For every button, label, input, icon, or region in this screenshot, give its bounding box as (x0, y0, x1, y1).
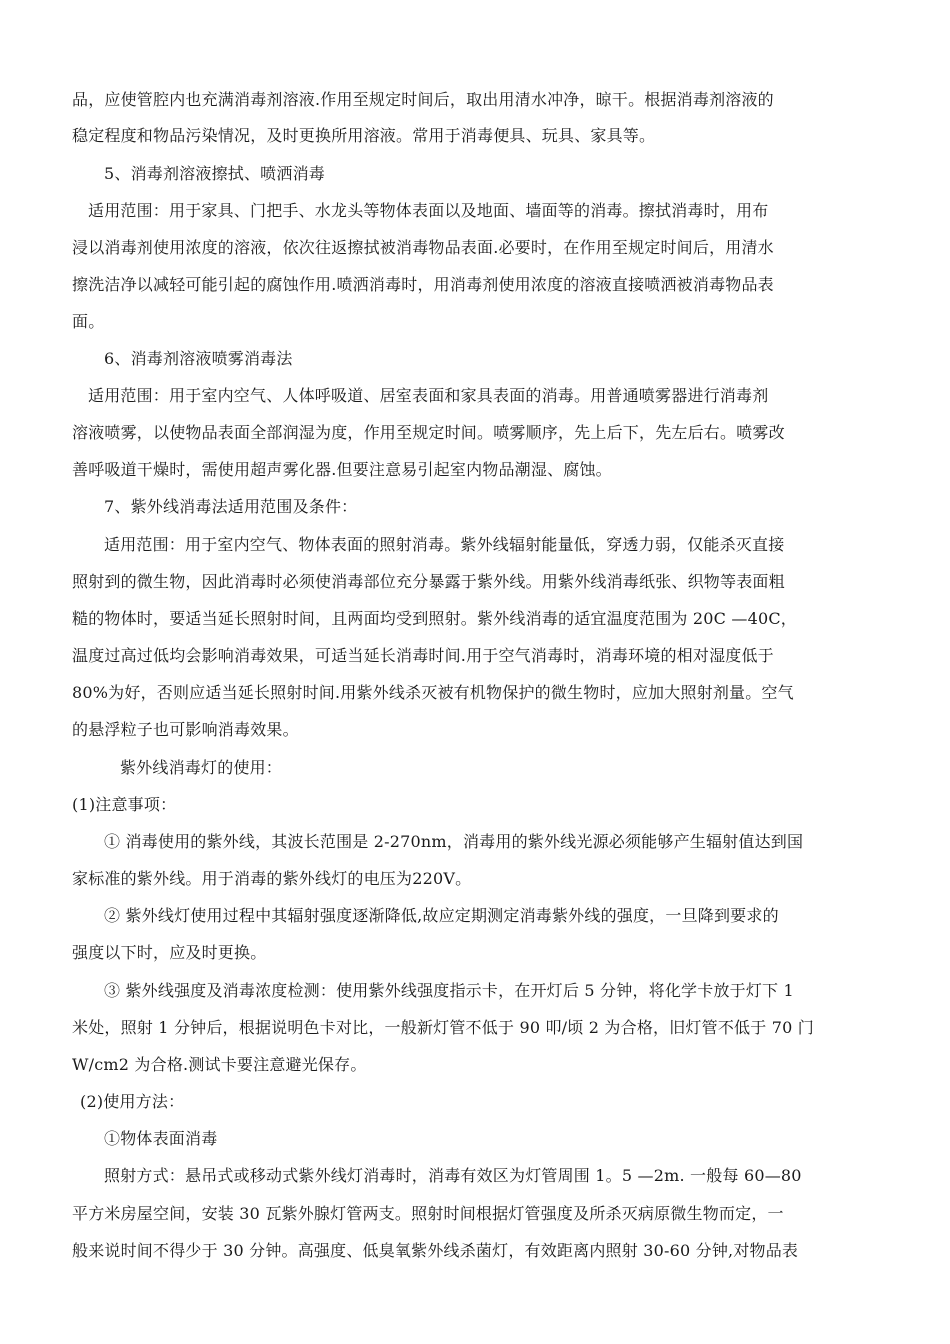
paragraph-line: 善呼吸道干燥时，需使用超声雾化器.但要注意易引起室内物品潮湿、腐蚀。 (72, 460, 612, 479)
paragraph-line: 米处，照射 1 分钟后，根据说明色卡对比，一般新灯管不低于 90 叩/顷 2 为合格，旧灯管不低于 70 门 (72, 1018, 814, 1037)
paragraph-line: ② 紫外线灯使用过程中其辐射强度逐渐降低,故应定期测定消毒紫外线的强度，一旦降到要求的 (104, 906, 779, 925)
section-heading: 紫外线消毒灯的使用： (120, 758, 283, 777)
paragraph-line: 适用范围：用于室内空气、人体呼吸道、居室表面和家具表面的消毒。用普通喷雾器进行消毒剂 (88, 386, 769, 405)
paragraph-line: 擦洗洁净以减轻可能引起的腐蚀作用.喷洒消毒时，用消毒剂使用浓度的溶液直接喷洒被消毒物品表 (72, 275, 774, 294)
section-heading: 5、消毒剂溶液擦拭、喷洒消毒 (104, 164, 325, 183)
paragraph-line: 平方米房屋空间，安装 30 瓦紫外腺灯管两支。照射时间根据灯管强度及所杀灭病原微生物而定，一 (72, 1204, 784, 1223)
paragraph-line: 溶液喷雾，以使物品表面全部润湿为度，作用至规定时间。喷雾顺序，先上后下，先左后右。喷雾改 (72, 423, 785, 442)
paragraph-line: ③ 紫外线强度及消毒浓度检测：使用紫外线强度指示卡，在开灯后 5 分钟，将化学卡放于灯下 1 (104, 981, 794, 1000)
paragraph-line: ① 消毒使用的紫外线，其波长范围是 2-270nm，消毒用的紫外线光源必须能够产生辐射值达到国 (104, 832, 804, 851)
paragraph-line: 品，应使管腔内也充满消毒剂溶液.作用至规定时间后，取出用清水冲净，晾干。根据消毒剂溶液的 (72, 90, 774, 109)
paragraph-line: 温度过高过低均会影响消毒效果，可适当延长消毒时间.用于空气消毒时，消毒环境的相对湿度低于 (72, 646, 774, 665)
paragraph-line: W/cm2 为合格.测试卡要注意避光保存。 (72, 1055, 367, 1074)
subsection-heading: (2)使用方法： (80, 1092, 185, 1111)
subsection-heading: (1)注意事项： (72, 795, 177, 814)
paragraph-line: 适用范围：用于家具、门把手、水龙头等物体表面以及地面、墙面等的消毒。擦拭消毒时，用布 (88, 201, 769, 220)
paragraph-line: 照射到的微生物，因此消毒时必须使消毒部位充分暴露于紫外线。用紫外线消毒纸张、织物等表面粗 (72, 572, 785, 591)
subsection-heading: ①物体表面消毒 (104, 1129, 218, 1148)
section-heading: 6、消毒剂溶液喷雾消毒法 (104, 349, 293, 368)
paragraph-line: 强度以下时，应及时更换。 (72, 943, 267, 962)
paragraph-line: 稳定程度和物品污染情况，及时更换所用溶液。常用于消毒便具、玩具、家具等。 (72, 126, 656, 145)
paragraph-line: 的悬浮粒子也可影响消毒效果。 (72, 720, 299, 739)
section-heading: 7、紫外线消毒法适用范围及条件： (104, 497, 358, 516)
paragraph-line: 面。 (72, 312, 105, 331)
paragraph-line: 80%为好，否则应适当延长照射时间.用紫外线杀灭被有机物保护的微生物时，应加大照射剂量。空气 (72, 683, 794, 702)
paragraph-line: 适用范围：用于室内空气、物体表面的照射消毒。紫外线辐射能量低，穿透力弱，仅能杀灭直接 (104, 535, 785, 554)
paragraph-line: 糙的物体时，要适当延长照射时间，且两面均受到照射。紫外线消毒的适宜温度范围为 20C —40C， (72, 609, 797, 628)
paragraph-line: 照射方式：悬吊式或移动式紫外线灯消毒时，消毒有效区为灯管周围 1。5 —2m. 一般每 60—80 (104, 1166, 802, 1185)
paragraph-line: 浸以消毒剂使用浓度的溶液，依次往返擦拭被消毒物品表面.必要时，在作用至规定时间后，用清水 (72, 238, 774, 257)
paragraph-line: 家标准的紫外线。用于消毒的紫外线灯的电压为220V。 (72, 869, 472, 888)
paragraph-line: 般来说时间不得少于 30 分钟。高强度、低臭氧紫外线杀菌灯，有效距离内照射 30-60 分钟,对物品表 (72, 1241, 799, 1260)
